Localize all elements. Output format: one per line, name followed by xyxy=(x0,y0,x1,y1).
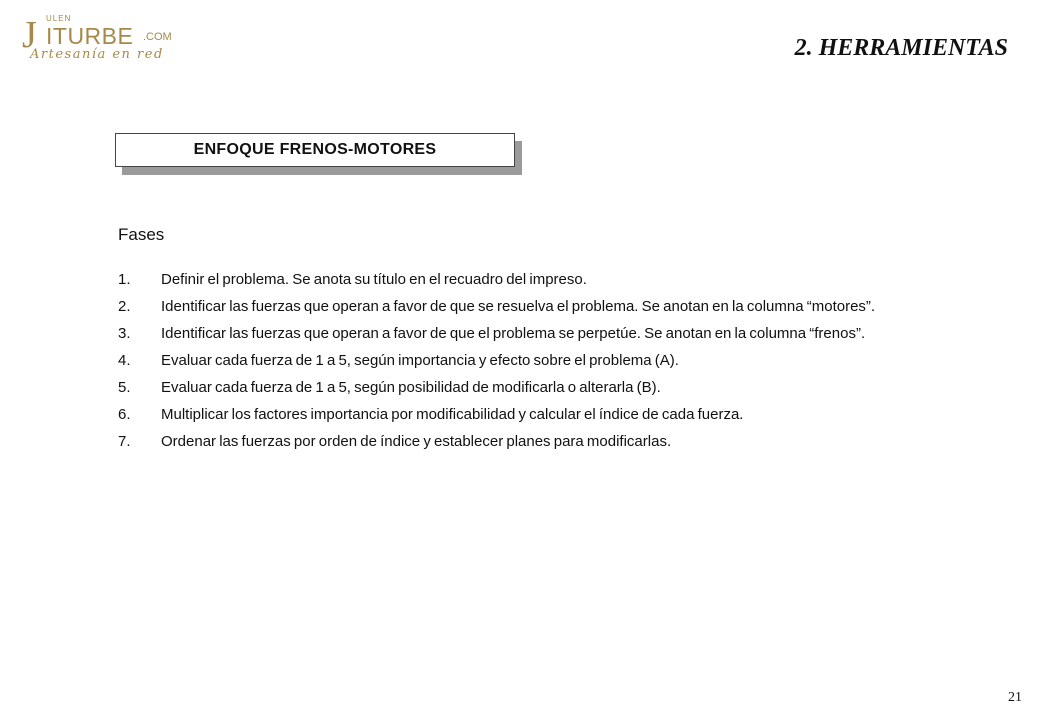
list-item xyxy=(118,297,908,316)
step-text: Identificar las fuerzas que operan a favor de que el problema se perpetúe. Se anotan en la columna “frenos”. xyxy=(161,325,866,342)
list-item xyxy=(118,405,908,424)
page-heading: ENFOQUE FRENOS-MOTORES xyxy=(193,141,437,158)
list-item xyxy=(118,378,908,397)
logo-name: ITURBE xyxy=(46,23,134,49)
phases-label: Fases xyxy=(118,225,165,244)
step-text: Evaluar cada fuerza de 1 a 5, según importancia y efecto sobre el problema (A). xyxy=(161,352,679,369)
step-text: Ordenar las fuerzas por orden de índice y establecer planes para modificarlas. xyxy=(161,433,672,450)
logo-initial: J xyxy=(22,14,37,56)
step-number: 4. xyxy=(118,352,131,369)
section-title: 2. HERRAMIENTAS xyxy=(794,35,1008,61)
step-text: Definir el problema. Se anota su título en el recuadro del impreso. xyxy=(161,271,587,288)
logo-tagline: Artesanía en red xyxy=(30,47,164,62)
list-item xyxy=(118,432,908,451)
logo-suffix: .COM xyxy=(143,31,172,43)
step-number: 7. xyxy=(118,433,131,450)
step-number: 2. xyxy=(118,298,131,315)
logo-prefix: ULEN xyxy=(46,14,72,23)
brand-logo xyxy=(22,14,192,60)
page-number: 21 xyxy=(1008,690,1022,705)
step-number: 5. xyxy=(118,379,131,396)
list-item xyxy=(118,324,908,343)
step-text: Identificar las fuerzas que operan a favor de que se resuelva el problema. Se anotan en la columna “motores”. xyxy=(161,298,876,315)
heading-box xyxy=(115,133,515,167)
step-number: 1. xyxy=(118,271,131,288)
phases-list xyxy=(118,270,908,459)
list-item xyxy=(118,270,908,289)
step-text: Multiplicar los factores importancia por modificabilidad y calcular el índice de cada fuerza. xyxy=(161,406,744,423)
step-number: 6. xyxy=(118,406,131,423)
step-text: Evaluar cada fuerza de 1 a 5, según posibilidad de modificarla o alterarla (B). xyxy=(161,379,661,396)
list-item xyxy=(118,351,908,370)
step-number: 3. xyxy=(118,325,131,342)
